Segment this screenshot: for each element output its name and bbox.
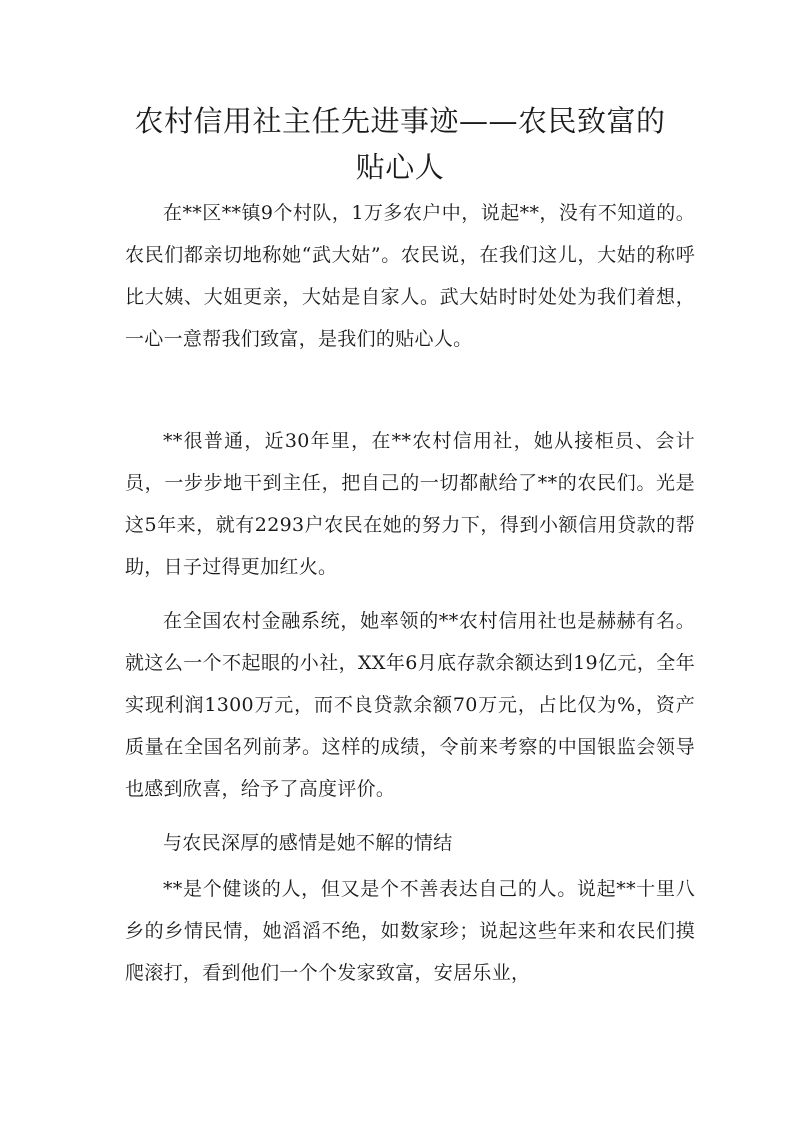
document-title xyxy=(100,98,700,190)
section-heading: 与农民深厚的感情是她不解的情结 xyxy=(163,832,453,854)
title-line-1: 农村信用社主任先进事迹——农民致富的 xyxy=(134,104,666,138)
title-line-2: 贴心人 xyxy=(355,150,445,184)
paragraph-2: **很普通，近30年里，在**农村信用社，她从接柜员、会计员，一步步地干到主任，把自己的一切都献给了**的农民们。光是这5年来，就有2293户农民在她的努力下，得到小额信用贷款的帮助，日子过得更加红火。 xyxy=(125,430,695,578)
paragraph-3: 在全国农村金融系统，她率领的**农村信用社也是赫赫有名。就这么一个不起眼的小社，XX年6月底存款余额达到19亿元，全年实现利润1300万元，而不良贷款余额70万元，占比仅为%，资产质量在全国名列前茅。这样的成绩，令前来考察的中国银监会领导也感到欣喜，给予了高度评价。 xyxy=(125,610,695,800)
paragraph-1: 在**区**镇9个村队，1万多农户中，说起**，没有不知道的。农民们都亲切地称她“武大姑”。农民说，在我们这儿，大姑的称呼比大姨、大姐更亲，大姑是自家人。武大姑时时处处为我们着想，一心一意帮我们致富，是我们的贴心人。 xyxy=(125,202,695,350)
paragraph-5: **是个健谈的人，但又是个不善表达自己的人。说起**十里八乡的乡情民情，她滔滔不绝，如数家珍；说起这些年来和农民们摸爬滚打，看到他们一个个发家致富，安居乐业， xyxy=(125,878,695,984)
